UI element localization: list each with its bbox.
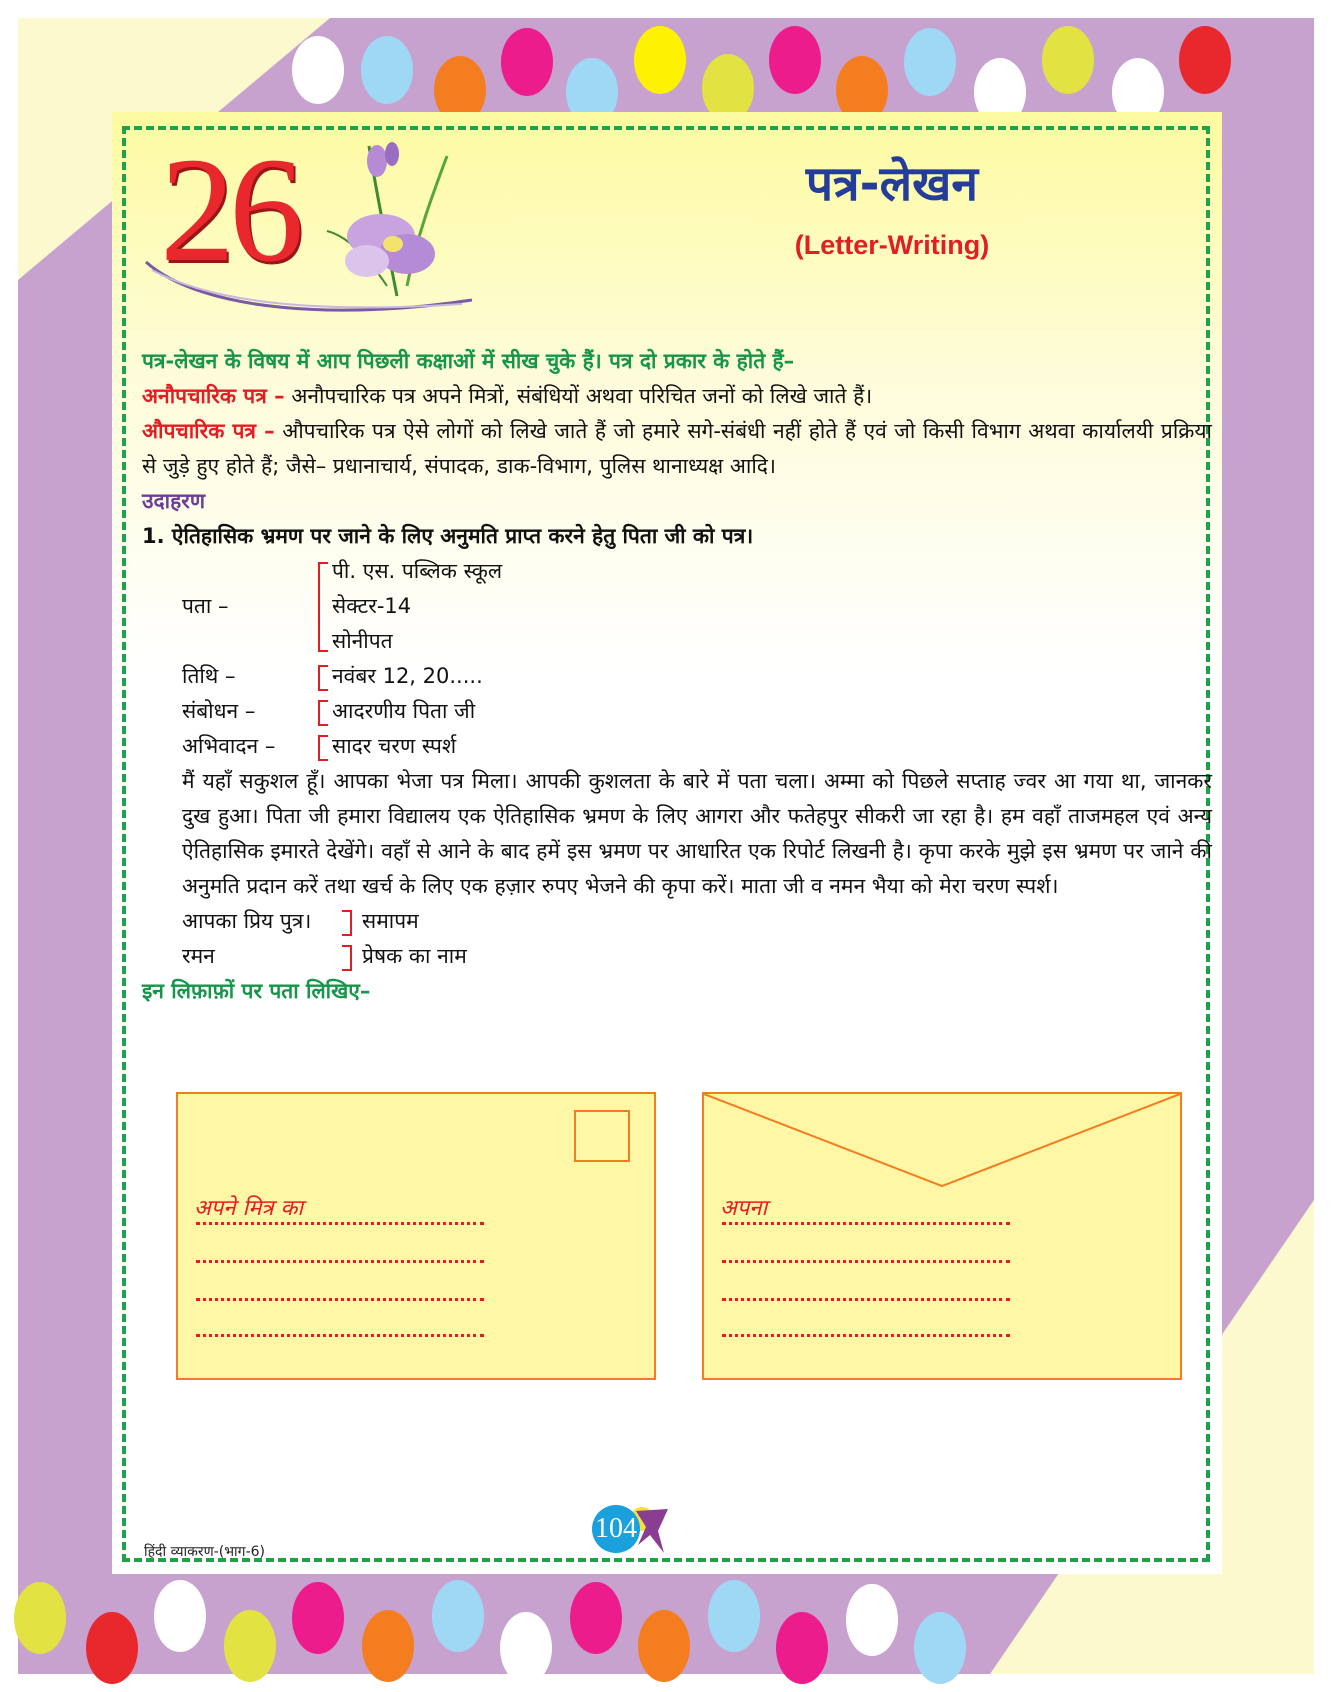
salutation-row <box>142 694 1212 729</box>
example-heading: उदाहरण <box>142 489 206 513</box>
envelope-friend-label: अपने मित्र का <box>194 1196 304 1221</box>
address-line-1[interactable] <box>196 1222 484 1225</box>
salutation-bracket <box>318 700 328 726</box>
formal-definition <box>142 414 1212 484</box>
envelope-friend <box>176 1092 656 1380</box>
salutation-value: आदरणीय पिता जी <box>332 699 476 723</box>
page-subtitle: (Letter-Writing) <box>794 230 990 260</box>
salutation-label: संबोधन – <box>182 699 256 723</box>
date-label: तिथि – <box>182 664 236 688</box>
date-value: नवंबर 12, 20..... <box>332 664 483 688</box>
example-question: 1. ऐतिहासिक भ्रमण पर जाने के लिए अनुमति प्राप्त करने हेतु पिता जी को पत्र। <box>142 524 754 548</box>
greeting-label: अभिवादन – <box>182 734 276 758</box>
book-title: हिंदी व्याकरण-(भाग-6) <box>144 1544 265 1560</box>
formal-label: औपचारिक पत्र – <box>142 419 275 443</box>
closing-row-2 <box>142 939 1212 974</box>
informal-definition <box>142 379 1212 414</box>
greeting-row <box>142 729 1212 764</box>
informal-text: अनौपचारिक पत्र अपने मित्रों, संबंधियों अथवा परिचित जनों को लिखे जाते हैं। <box>291 384 873 408</box>
address-line-3[interactable] <box>196 1298 484 1301</box>
envelope-flap <box>704 1094 1180 1194</box>
envelope-self <box>702 1092 1182 1380</box>
closing-name: रमन <box>182 944 215 968</box>
address-line-4[interactable] <box>722 1334 1010 1337</box>
date-row <box>142 659 1212 694</box>
closing-bracket-1 <box>342 910 352 936</box>
greeting-value: सादर चरण स्पर्श <box>332 734 457 758</box>
address-line-3: सोनीपत <box>332 629 393 653</box>
page-sheet <box>112 112 1222 1574</box>
address-line-2: सेक्टर-14 <box>332 594 412 618</box>
page-title: पत्र-लेखन <box>805 156 979 212</box>
main-content <box>142 344 1212 1009</box>
formal-text: औपचारिक पत्र ऐसे लोगों को लिखे जाते हैं जो हमारे सगे-संबंधी नहीं होते हैं एवं जो किसी विभाग अथवा कार्यालयी प्रक्रिया से जुड़े हुए होते हैं; जैसे– प्रधानाचार्य, संपादक, डाक-विभाग, पुलिस थानाध्यक्ष आदि। <box>142 419 1212 478</box>
address-line-2[interactable] <box>722 1260 1010 1263</box>
address-line-1: पी. एस. पब्लिक स्कूल <box>332 559 503 583</box>
address-line-3[interactable] <box>722 1298 1010 1301</box>
exercise-instruction: इन लिफ़ाफ़ों पर पता लिखिए– <box>142 979 371 1003</box>
address-line-2[interactable] <box>196 1260 484 1263</box>
address-bracket <box>318 562 328 652</box>
closing-note-1: समापम <box>362 909 419 933</box>
stamp-box <box>574 1110 630 1162</box>
address-line-4[interactable] <box>196 1334 484 1337</box>
address-line-1[interactable] <box>722 1222 1010 1225</box>
greeting-bracket <box>318 735 328 761</box>
closing-bracket-2 <box>342 945 352 971</box>
informal-label: अनौपचारिक पत्र – <box>142 384 285 408</box>
closing-note-2: प्रेषक का नाम <box>362 944 467 968</box>
envelope-self-label: अपना <box>720 1196 768 1221</box>
closing-row-1 <box>142 904 1212 939</box>
closing-line: आपका प्रिय पुत्र। <box>182 909 312 933</box>
chapter-number: 26 <box>160 127 298 293</box>
flower-illustration <box>317 136 457 306</box>
intro-line: पत्र-लेखन के विषय में आप पिछली कक्षाओं में सीख चुके हैं। पत्र दो प्रकार के होते हैं– <box>142 349 795 373</box>
page-number: 104 <box>592 1505 640 1553</box>
date-bracket <box>318 665 328 691</box>
address-block <box>142 554 1212 659</box>
page-number-badge <box>592 1505 692 1555</box>
address-label: पता – <box>182 594 229 618</box>
letter-body: मैं यहाँ सकुशल हूँ। आपका भेजा पत्र मिला। आपकी कुशलता के बारे में पता चला। अम्मा को पिछले सप्ताह ज्वर आ गया था, जानकर दुख हुआ। पिता जी हमारा विद्यालय एक ऐतिहासिक भ्रमण के लिए आगरा और फतेहपुर सीकरी जा रहा है। हम वहाँ ताजमहल एवं अन्य ऐतिहासिक इमारते देखेंगे। वहाँ से आने के बाद हमें इस भ्रमण पर आधारित एक रिपोर्ट लिखनी है। कृपा करके मुझे इस भ्रमण पर जाने की अनुमति प्रदान करें तथा खर्च के लिए एक हज़ार रुपए भेजने की कृपा करें। माता जी व नमन भैया को मेरा चरण स्पर्श। <box>182 769 1212 898</box>
